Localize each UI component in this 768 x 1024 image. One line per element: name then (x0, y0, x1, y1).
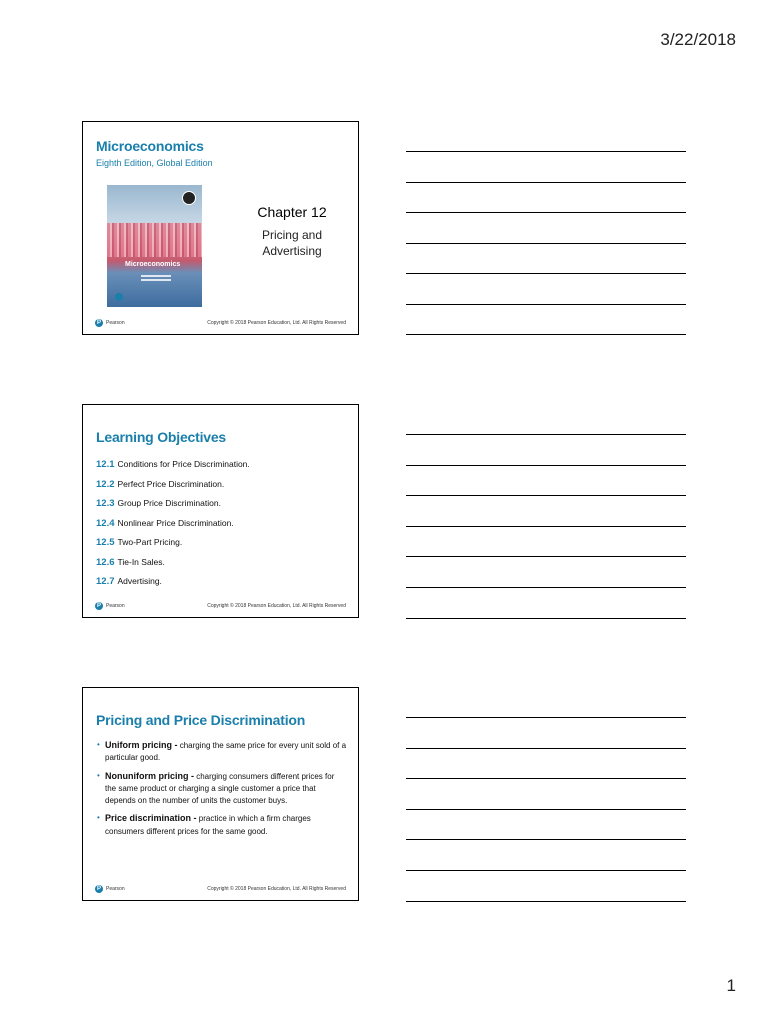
note-line (406, 151, 686, 152)
note-line (406, 587, 686, 588)
note-line (406, 182, 686, 183)
objective-number: 12.4 (96, 517, 115, 529)
page-number: 1 (726, 976, 736, 995)
pearson-logo-text: Pearson (106, 320, 125, 326)
list-item (96, 494, 250, 514)
slide-1-thumbnail (82, 121, 359, 335)
objective-text: Advertising. (117, 576, 162, 586)
chapter-title (233, 227, 351, 259)
list-item (96, 514, 250, 534)
flamingo-flock-image (107, 223, 202, 257)
objective-number: 12.5 (96, 537, 115, 548)
list-item (96, 475, 250, 495)
edition-subtitle: Eighth Edition, Global Edition (96, 158, 213, 168)
objective-text: Two-Part Pricing. (117, 537, 183, 547)
definition-text: charging consumers different prices for the same product or charging a single customer a price that depends on the number of units the customer buys. (105, 771, 335, 806)
objective-number: 12.2 (96, 478, 115, 490)
objective-text: Perfect Price Discrimination. (117, 478, 225, 489)
cover-title: Microeconomics (125, 261, 181, 268)
note-line (406, 526, 686, 527)
slide-title: Microeconomics (96, 138, 204, 154)
objective-number: 12.3 (96, 498, 115, 509)
definition-text: practice in which a firm charges consumers different prices for the same good. (105, 814, 311, 836)
note-line (406, 618, 686, 619)
note-line (406, 243, 686, 244)
objective-text: Tie-In Sales. (117, 556, 165, 567)
note-line (406, 809, 686, 810)
pearson-logo-text: Pearson (106, 603, 125, 609)
chapter-title-line-2: Advertising (262, 244, 322, 258)
pearson-p-icon: P (96, 886, 101, 892)
definition-term: Price discrimination - (105, 813, 197, 824)
note-line (406, 748, 686, 749)
note-line (406, 334, 686, 335)
objective-number: 12.7 (96, 576, 115, 587)
list-item (96, 533, 250, 553)
slide-2-thumbnail (82, 404, 359, 618)
list-item (96, 553, 250, 573)
note-line (406, 717, 686, 718)
pearson-p-icon: P (96, 603, 101, 609)
definition-text: charging the same price for every unit sold of a particular good. (105, 741, 347, 763)
note-line (406, 273, 686, 274)
copyright-notice: Copyright © 2018 Pearson Education, Ltd. All Rights Reserved (207, 603, 346, 609)
copyright-notice: Copyright © 2018 Pearson Education, Ltd. All Rights Reserved (207, 320, 346, 326)
objective-number: 12.6 (96, 556, 115, 568)
pearson-logo-text: Pearson (106, 886, 125, 892)
cover-authors-lines (141, 275, 171, 277)
objective-number: 12.1 (96, 459, 115, 470)
note-line (406, 304, 686, 305)
copyright-notice: Copyright © 2018 Pearson Education, Ltd. All Rights Reserved (207, 886, 346, 892)
list-item (97, 739, 347, 765)
pearson-footer-logo (95, 602, 125, 610)
slide-3-thumbnail (82, 687, 359, 901)
book-cover-image (107, 185, 202, 307)
chapter-title-line-1: Pricing and (261, 228, 323, 242)
note-line (406, 778, 686, 779)
pearson-p-icon: P (96, 320, 101, 326)
note-line (406, 434, 686, 435)
objective-text: Nonlinear Price Discrimination. (117, 517, 234, 528)
objective-text: Conditions for Price Discrimination. (117, 459, 250, 469)
pearson-footer-logo (95, 319, 125, 327)
learning-objectives-list (96, 455, 250, 592)
pearson-footer-logo (95, 885, 125, 893)
note-line (406, 870, 686, 871)
pearson-logo-icon (115, 293, 123, 301)
note-line (406, 212, 686, 213)
note-line (406, 839, 686, 840)
definition-term: Uniform pricing - (105, 740, 178, 750)
note-line (406, 556, 686, 557)
definitions-list (97, 739, 347, 843)
slide-title: Pricing and Price Discrimination (96, 712, 306, 728)
slide-title: Learning Objectives (96, 429, 227, 445)
list-item (97, 770, 347, 808)
note-line (406, 901, 686, 902)
list-item (96, 455, 250, 475)
print-date: 3/22/2018 (660, 30, 736, 49)
objective-text: Group Price Discrimination. (117, 498, 221, 508)
list-item (96, 572, 250, 592)
chapter-number: Chapter 12 (257, 204, 327, 220)
note-line (406, 495, 686, 496)
definition-term: Nonuniform pricing - (105, 770, 194, 781)
global-edition-badge-icon (182, 191, 196, 205)
list-item (97, 812, 347, 838)
note-line (406, 465, 686, 466)
